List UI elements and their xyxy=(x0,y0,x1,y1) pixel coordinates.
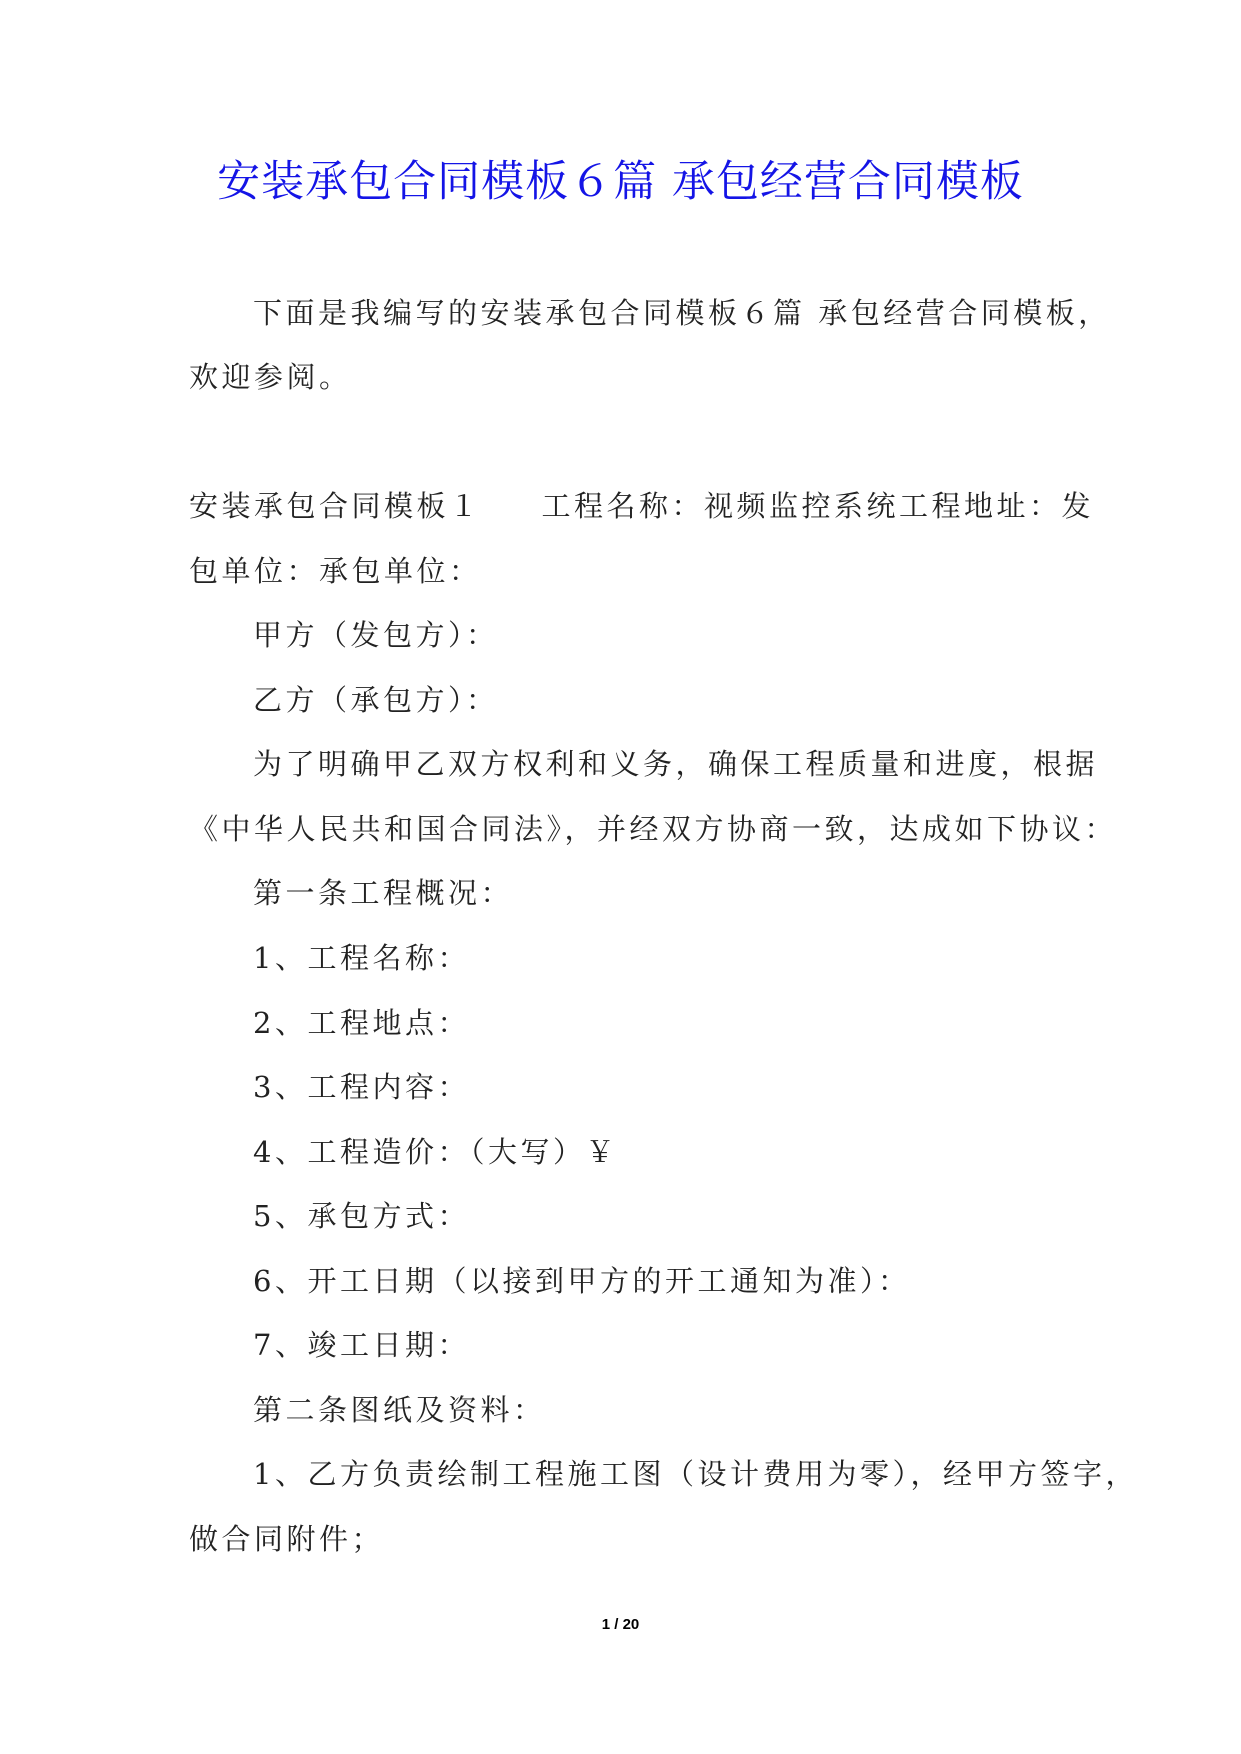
section-heading: 安装承包合同模板１ xyxy=(189,489,482,523)
list-item: 1、工程名称： xyxy=(253,941,470,975)
article-2-item-1-line-2: 做合同附件； xyxy=(189,1522,385,1556)
purpose-line-1: 为了明确甲乙双方权利和义务，确保工程质量和进度，根据 xyxy=(253,747,1099,781)
article-2-heading: 第二条图纸及资料： xyxy=(253,1393,546,1427)
intro-line-1: 下面是我编写的安装承包合同模板６篇 承包经营合同模板， xyxy=(253,296,1111,330)
document-title: 安装承包合同模板６篇 承包经营合同模板 xyxy=(217,157,1024,207)
list-item: 3、工程内容： xyxy=(253,1070,470,1104)
section-heading-line xyxy=(189,486,1094,526)
section-text: 工程名称：视频监控系统工程地址：发 xyxy=(541,489,1095,523)
article-2-item-1-line-1: 1、乙方负责绘制工程施工图（设计费用为零），经甲方签字， xyxy=(253,1457,1138,1491)
list-item: 7、竣工日期： xyxy=(253,1328,470,1362)
section-text-continued: 包单位：承包单位： xyxy=(189,554,482,588)
list-item: 6、开工日期（以接到甲方的开工通知为准）： xyxy=(253,1264,911,1298)
party-a-label: 甲方（发包方）： xyxy=(253,618,499,652)
list-item: 2、工程地点： xyxy=(253,1006,470,1040)
party-b-label: 乙方（承包方）： xyxy=(253,683,499,717)
list-item: 4、工程造价：（大写）￥ xyxy=(253,1135,618,1169)
list-item: 5、承包方式： xyxy=(253,1199,470,1233)
purpose-line-2: 《中华人民共和国合同法》，并经双方协商一致，达成如下协议： xyxy=(189,812,1118,846)
page-number: 1 / 20 xyxy=(601,1616,640,1633)
article-1-heading: 第一条工程概况： xyxy=(253,876,514,910)
intro-line-2: 欢迎参阅。 xyxy=(189,360,352,394)
